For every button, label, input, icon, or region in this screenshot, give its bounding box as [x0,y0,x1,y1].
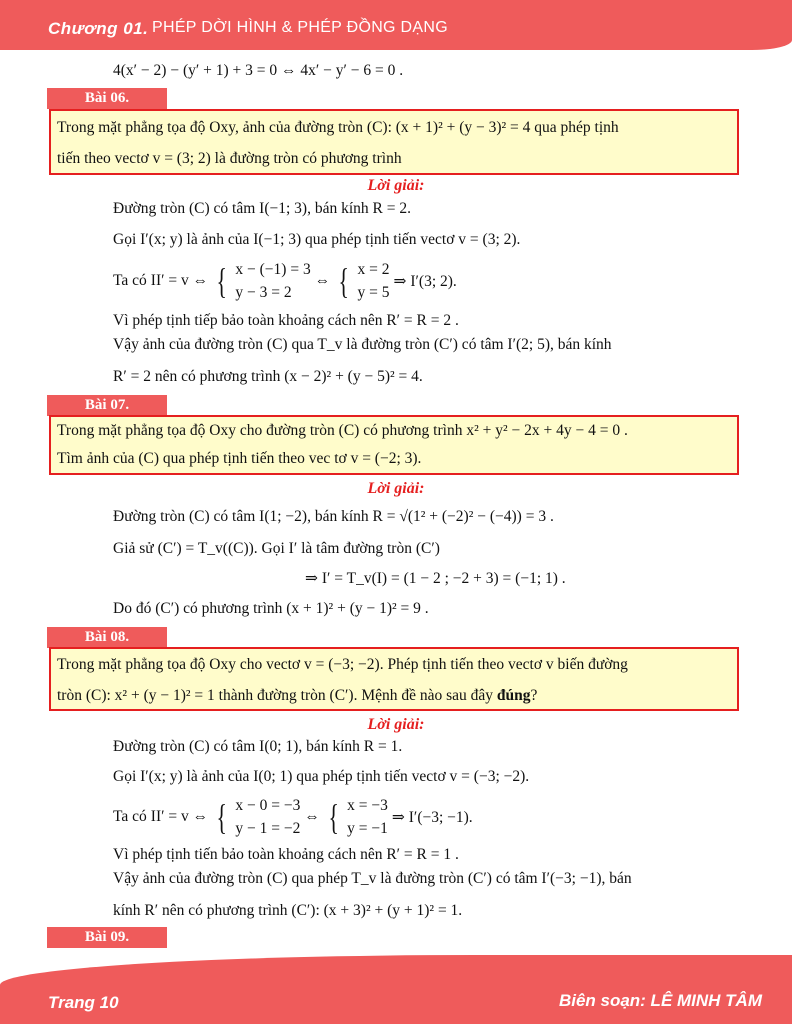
sol06-sys1-row1: x − (−1) = 3 [235,261,311,278]
solution-label-07: Lời giải: [367,480,425,497]
page-footer [0,955,792,1024]
sol08-sys2-row1: x = −3 [347,797,388,814]
problem-tag-06: Bài 06. [47,88,167,109]
problem-07-line1: Trong mặt phẳng tọa độ Oxy cho đường tròn (C) có phương trình x² + y² − 2x + 4y − 4 = 0 . [57,422,628,439]
sol06-taco: Ta có [113,272,147,289]
equiv-icon: ⇔ [304,808,320,825]
problem-box-08 [49,647,739,711]
sol08-taco: Ta có [113,808,147,825]
problem-tag-09: Bài 09. [47,927,167,948]
page-header [0,0,792,50]
brace-icon: { [216,261,227,301]
sol06-line5: Vậy ảnh của đường tròn (C) qua T_v là đường tròn (C′) có tâm I′(2; 5), bán kính [113,336,612,353]
page-number: Trang 10 [48,993,119,1012]
solution-label-08: Lời giải: [367,716,425,733]
sol08-vector-eq: II′ = v ⇔ [150,808,209,825]
sol08-system2 [347,794,388,840]
problem-06-line2: tiến theo vectơ v = (3; 2) là đường tròn có phương trình [57,150,402,167]
solution-label-06: Lời giải: [367,177,425,194]
sol08-line4: Vì phép tịnh tiến bảo toàn khoảng cách nên R′ = R = 1 . [113,846,459,863]
sol06-sys1-row2: y − 3 = 2 [235,284,292,301]
problem-08-emphasis: đúng [496,687,531,704]
sol07-line3: ⇒ I′ = T_v(I) = (1 − 2 ; −2 + 3) = (−1; 1) . [305,570,566,587]
sol08-sys1-row2: y − 1 = −2 [235,820,301,837]
sol06-system2 [358,258,390,304]
sol07-line1: Đường tròn (C) có tâm I(1; −2), bán kính R = √(1² + (−2)² − (−4)) = 3 . [113,508,554,525]
problem-tag-07: Bài 07. [47,395,167,416]
sol07-line4: Do đó (C′) có phương trình (x + 1)² + (y − 1)² = 9 . [113,600,429,617]
problem-08-line2 [57,680,731,711]
sol06-sys2-row1: x = 2 [357,261,390,278]
chapter-label: Chương 01. [48,19,149,38]
problem-07-line2: Tìm ảnh của (C) qua phép tịnh tiến theo vec tơ v = (−2; 3). [57,450,422,467]
problem-box-07 [49,415,739,475]
sol06-result: ⇒ I′(3; 2). [393,272,457,290]
sol06-line2: Gọi I′(x; y) là ảnh của I(−1; 3) qua phép tịnh tiến vectơ v = (3; 2). [113,231,521,248]
problem-box-06 [49,109,739,175]
sol08-line3 [113,794,473,840]
problem-08-line2-text: tròn (C): x² + (y − 1)² = 1 thành đường tròn (C′). Mệnh đề nào sau đây [57,687,494,704]
problem-08-line1: Trong mặt phẳng tọa độ Oxy cho vectơ v = (−3; −2). Phép tịnh tiến theo vectơ v biến đường [57,656,628,673]
equiv-icon: ⇔ [314,272,331,289]
sol08-sys1-row1: x − 0 = −3 [235,797,301,814]
sol06-line1: Đường tròn (C) có tâm I(−1; 3), bán kính R = 2. [113,200,411,217]
problem-tag-08: Bài 08. [47,627,167,648]
sol06-sys2-row2: y = 5 [357,284,390,301]
sol08-system1 [235,794,300,840]
sol06-line3 [113,258,457,304]
sol06-system1 [235,258,310,304]
sol08-sys2-row2: y = −1 [347,820,388,837]
top-equation: 4(x′ − 2) − (y′ + 1) + 3 = 0 ⇔ 4x′ − y′ − 6 = 0 . [113,62,404,79]
chapter-title: PHÉP DỜI HÌNH & PHÉP ĐỒNG DẠNG [152,19,448,36]
sol08-result: ⇒ I′(−3; −1). [391,808,473,826]
brace-icon: { [216,797,227,837]
sol08-line2: Gọi I′(x; y) là ảnh của I(0; 1) qua phép tịnh tiến vectơ v = (−3; −2). [113,768,530,785]
sol07-line2: Giả sử (C′) = T_v((C)). Gọi I′ là tâm đường tròn (C′) [113,540,440,557]
sol06-line6: R′ = 2 nên có phương trình (x − 2)² + (y − 5)² = 4. [113,368,423,385]
problem-06-line1: Trong mặt phẳng tọa độ Oxy, ảnh của đường tròn (C): (x + 1)² + (y − 3)² = 4 qua phép tịnh [57,119,619,136]
author-credit: Biên soạn: LÊ MINH TÂM [558,991,762,1010]
problem-08-qmark: ? [530,687,538,704]
sol08-line6: kính R′ nên có phương trình (C′): (x + 3)² + (y + 1)² = 1. [113,902,463,919]
sol06-line4: Vì phép tịnh tiếp bảo toàn khoảng cách nên R′ = R = 2 . [113,312,459,329]
sol08-line5: Vậy ảnh của đường tròn (C) qua phép T_v là đường tròn (C′) có tâm I′(−3; −1), bán [113,870,632,887]
sol06-vector-eq: II′ = v ⇔ [150,272,209,289]
brace-icon: { [328,797,339,837]
sol08-line1: Đường tròn (C) có tâm I(0; 1), bán kính R = 1. [113,738,403,755]
brace-icon: { [338,261,350,301]
